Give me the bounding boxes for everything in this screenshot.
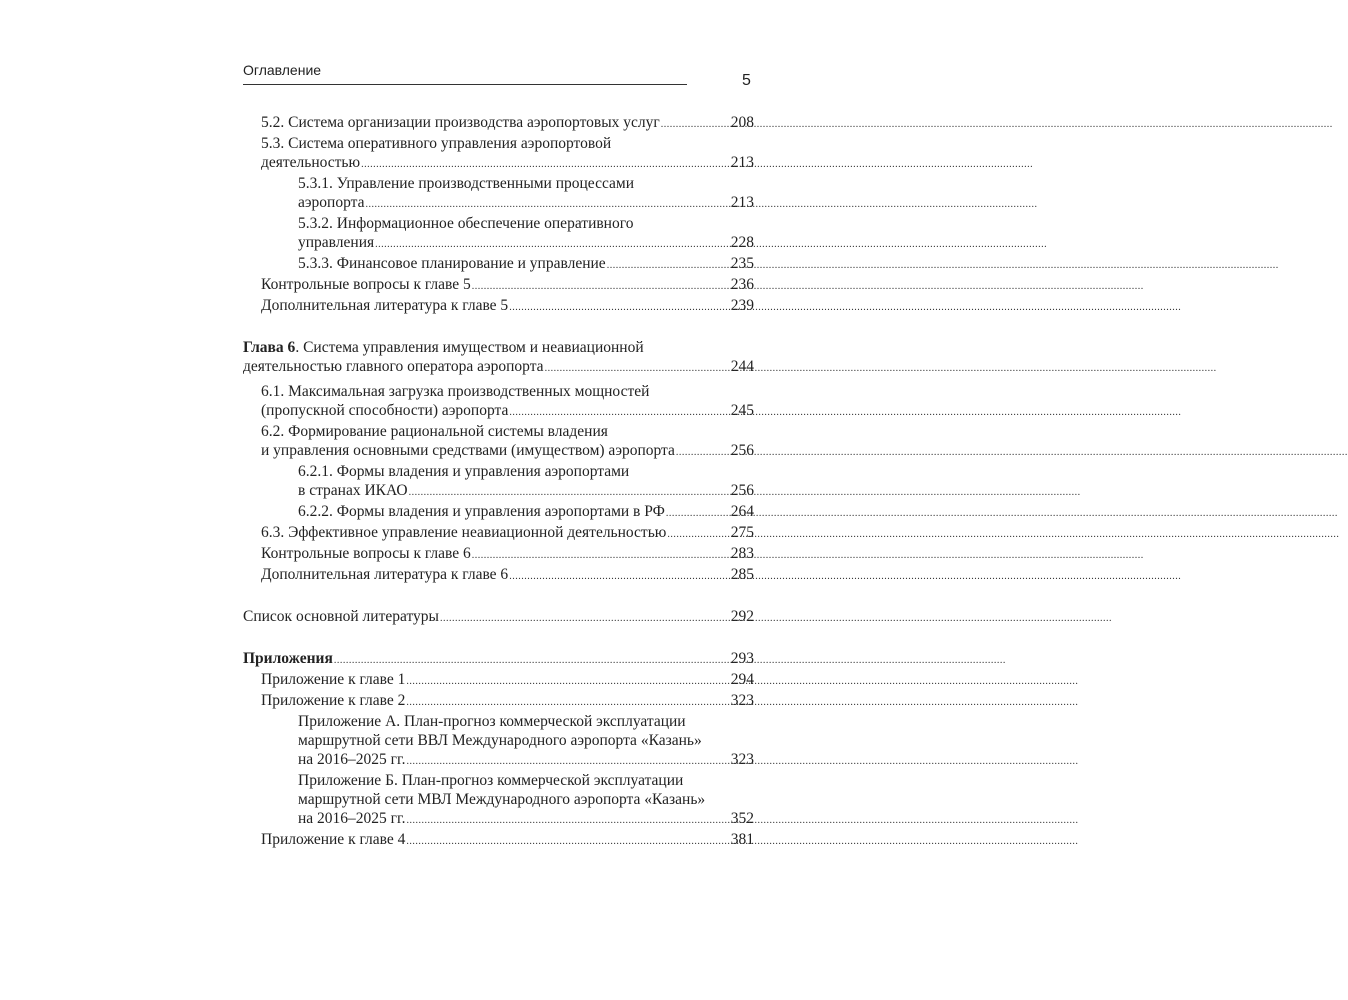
dot-leader: [472, 544, 730, 565]
toc-page-number: 256: [730, 442, 754, 459]
dot-leader: [667, 523, 729, 544]
running-header-title: Оглавление: [243, 62, 322, 78]
toc-entry-appendix-a[interactable]: [243, 712, 754, 771]
toc-page-number: 213: [730, 194, 754, 211]
toc-page-number: 323: [730, 751, 754, 768]
toc-entry-appendix-ch2[interactable]: [243, 691, 754, 712]
dot-leader: [409, 481, 730, 502]
toc-page-number: 236: [730, 276, 754, 293]
toc-entry-title-cont: на 2016–2025 гг.: [298, 751, 406, 768]
dot-leader: [334, 649, 730, 670]
toc-page-number: 235: [730, 255, 754, 272]
toc-entry-title-cont: деятельностью главного оператора аэропорта: [243, 358, 544, 375]
toc-entry-questions-6[interactable]: [243, 544, 754, 565]
dot-leader: [375, 233, 730, 254]
toc-entry-6-1[interactable]: [243, 382, 754, 422]
toc-entry-5-3-1[interactable]: [243, 174, 754, 214]
chapter-label: Глава 6: [243, 339, 296, 356]
dot-leader: [406, 691, 729, 712]
toc-entry-appendices[interactable]: [243, 649, 754, 670]
toc-entry-title: 6.2.1. Формы владения и управления аэропортами: [298, 463, 630, 480]
toc-page-number: 256: [730, 482, 754, 499]
toc-entry-5-3-3[interactable]: [243, 254, 754, 275]
toc-entry-main-literature[interactable]: [243, 607, 754, 628]
toc-page-number: 275: [730, 524, 754, 541]
dot-leader: [472, 275, 730, 296]
toc-entry-title: 5.3. Система оперативного управления аэропортовой: [261, 135, 612, 152]
dot-leader: [406, 830, 729, 851]
toc-entry-title: 6.1. Максимальная загрузка производственных мощностей: [261, 383, 650, 400]
toc-entry-6-3[interactable]: [243, 523, 754, 544]
toc-entry-title: Приложения: [243, 650, 333, 667]
toc-entry-title: Приложение к главе 2: [261, 692, 406, 709]
toc-entry-5-3-2[interactable]: [243, 214, 754, 254]
toc-entry-literature-5[interactable]: [243, 296, 754, 317]
toc-entry-title-cont: на 2016–2025 гг.: [298, 810, 406, 827]
toc-entry-title-cont: и управления основными средствами (имуществом) аэропорта: [261, 442, 675, 459]
toc-entry-title: 6.3. Эффективное управление неавиационной деятельностью: [261, 524, 667, 541]
toc-entry-title: 6.2.2. Формы владения и управления аэропортами в РФ: [298, 503, 665, 520]
dot-leader: [509, 296, 730, 317]
toc-page-number: 213: [730, 154, 754, 171]
toc-page-number: 244: [730, 358, 754, 375]
dot-leader: [509, 565, 730, 586]
toc-entry-title-cont: управления: [298, 234, 375, 251]
toc-entry-5-2[interactable]: [243, 113, 754, 134]
toc-page-number: 208: [730, 114, 754, 131]
toc-entry-title-cont: (пропускной способности) аэропорта: [261, 402, 509, 419]
toc-chapter-6[interactable]: [243, 338, 754, 378]
toc-page-number: 283: [730, 545, 754, 562]
dot-leader: [607, 254, 730, 275]
toc-page-number: 323: [730, 692, 754, 709]
toc-entry-title: 5.2. Система организации производства аэропортовых услуг: [261, 114, 660, 131]
dot-leader: [406, 670, 729, 691]
page-number: 5: [742, 72, 751, 89]
toc-entry-title: Контрольные вопросы к главе 6: [261, 545, 471, 562]
dot-leader: [661, 113, 730, 134]
dot-leader: [407, 750, 730, 771]
toc-page-number: 239: [730, 297, 754, 314]
toc-entry-title: Дополнительная литература к главе 5: [261, 297, 509, 314]
toc-page-number: 294: [730, 671, 754, 688]
toc-page-number: 245: [730, 402, 754, 419]
toc-entry-title: Список основной литературы: [243, 608, 439, 625]
toc-entry-title-cont: маршрутной сети ВВЛ Международного аэропорта «Казань»: [298, 732, 702, 749]
toc-entry-title-cont: в странах ИКАО: [298, 482, 408, 499]
dot-leader: [545, 357, 730, 378]
toc-entry-6-2-2[interactable]: [243, 502, 754, 523]
toc-entry-title: 5.3.1. Управление производственными процессами: [298, 175, 635, 192]
toc-entry-literature-6[interactable]: [243, 565, 754, 586]
dot-leader: [509, 401, 729, 422]
toc-entry-title: Приложение Б. План-прогноз коммерческой эксплуатации: [298, 772, 684, 789]
toc-page-number: 228: [730, 234, 754, 251]
dot-leader: [407, 809, 730, 830]
toc-entry-title: Дополнительная литература к главе 6: [261, 566, 509, 583]
dot-leader: [666, 502, 730, 523]
dot-leader: [365, 193, 729, 214]
toc-entry-title: 5.3.2. Информационное обеспечение оперативного: [298, 215, 634, 232]
toc-entry-6-2-1[interactable]: [243, 462, 754, 502]
toc-entry-title: Приложение А. План-прогноз коммерческой эксплуатации: [298, 713, 686, 730]
toc-page-number: 292: [730, 608, 754, 625]
toc-entry-title: . Система управления имуществом и неавиационной: [295, 339, 644, 356]
toc-entry-appendix-ch4[interactable]: [243, 830, 754, 851]
toc-page-number: 264: [730, 503, 754, 520]
toc-entry-questions-5[interactable]: [243, 275, 754, 296]
toc-page-number: 352: [730, 810, 754, 827]
header-rule: [243, 84, 687, 85]
toc-entry-title-cont: маршрутной сети МВЛ Международного аэропорта «Казань»: [298, 791, 706, 808]
table-of-contents: [243, 113, 754, 851]
toc-page-number: 285: [730, 566, 754, 583]
toc-entry-title-cont: аэропорта: [298, 194, 365, 211]
dot-leader: [676, 441, 730, 462]
toc-page-number: 381: [730, 831, 754, 848]
toc-entry-5-3[interactable]: [243, 134, 754, 174]
toc-entry-6-2[interactable]: [243, 422, 754, 462]
toc-entry-title-cont: деятельностью: [261, 154, 361, 171]
toc-entry-title: Приложение к главе 4: [261, 831, 406, 848]
dot-leader: [361, 153, 730, 174]
toc-entry-title: 5.3.3. Финансовое планирование и управление: [298, 255, 606, 272]
dot-leader: [440, 607, 730, 628]
toc-page-number: 293: [730, 650, 754, 667]
toc-entry-title: 6.2. Формирование рациональной системы владения: [261, 423, 608, 440]
toc-entry-title: Приложение к главе 1: [261, 671, 406, 688]
toc-entry-appendix-ch1[interactable]: [243, 670, 754, 691]
toc-entry-title: Контрольные вопросы к главе 5: [261, 276, 471, 293]
toc-entry-appendix-b[interactable]: [243, 771, 754, 830]
